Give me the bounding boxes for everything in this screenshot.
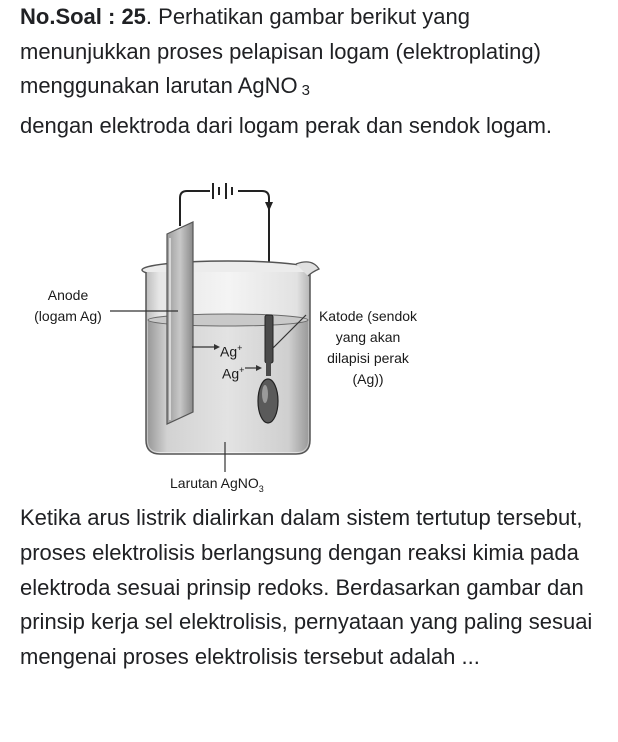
question-intro <box>20 0 605 143</box>
intro-subscript: 3 <box>301 82 310 100</box>
cathode-label-line2: yang akan <box>335 329 401 345</box>
cathode-label-line4: (Ag)) <box>352 371 384 387</box>
ion-symbol-2: Ag <box>222 365 240 382</box>
cathode-label-line1: Katode (sendok <box>318 308 418 324</box>
ion-symbol-1: Ag <box>220 343 238 360</box>
ion-label-2 <box>222 360 244 385</box>
current-arrow-icon <box>265 202 273 211</box>
question-body: Ketika arus listrik dialirkan dalam sistem tertutup tersebut, proses elektrolisis berlangsung dengan reaksi kimia pada elektroda sesuai prinsip redoks. Berdasarkan gambar dan prinsip kerja sel elektrolisis, pernyataan yang paling sesuai mengenai proses elektrolisis tersebut adalah ... <box>20 505 593 670</box>
solution-label <box>170 473 264 500</box>
ion-label-1 <box>220 338 242 363</box>
electroplating-diagram <box>0 172 618 502</box>
anode-label <box>28 285 108 327</box>
cathode-label-line3: dilapisi perak <box>327 350 409 366</box>
question-intro-text-end: dengan elektroda dari logam perak dan sendok logam. <box>20 112 553 138</box>
solution-label-text: Larutan AgNO <box>170 475 259 491</box>
question-number: No.Soal : 25 <box>20 4 146 29</box>
ion-charge-2: + <box>239 365 245 375</box>
anode-label-line1: Anode <box>47 287 89 303</box>
question-intro-text: . Perhatikan gambar berikut yang menunjukkan proses pelapisan logam (elektroplating) menggunakan larutan AgNO <box>20 4 541 99</box>
anode-label-line2: (logam Ag) <box>34 308 102 324</box>
ion-charge-1: + <box>237 343 243 353</box>
anode-silver-plate <box>167 222 193 424</box>
battery-icon <box>213 183 232 199</box>
cathode-label <box>308 306 428 390</box>
solution-label-subscript: 3 <box>258 483 264 494</box>
